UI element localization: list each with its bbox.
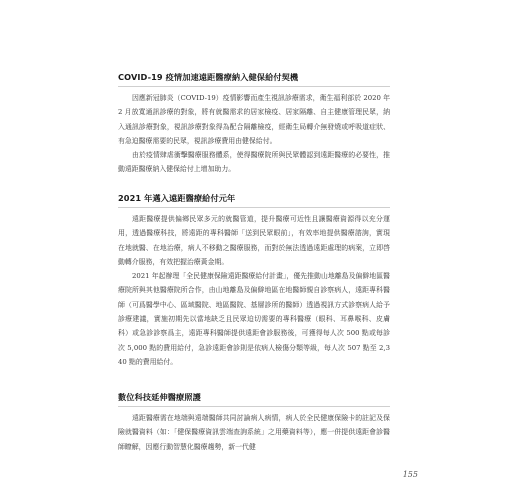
heading-divider [118,207,390,208]
section-covid-telehealth [118,72,390,177]
section-digital-care [118,392,390,454]
section-body [118,411,390,454]
section-telehealth-2021 [118,193,390,369]
heading-divider [118,86,390,87]
paragraph: 因應新冠肺炎（COVID-19）疫情影響而產生視訊診療需求，衛生福利部於 2020 年 2 月放寬通訊診療的對象，將有就醫需求的居家檢疫、居家隔離、自主健康管理民眾，納入通訊診療對象，視訊診療對象得為配合隔離檢疫，經衛生局轉介無發燒或呼吸道症狀、有急迫醫療需要的民眾，視訊診療費用由健保給付。 [118,94,390,145]
paragraph: 遠距醫療需在地端與遠端醫師共同討論病人病情，病人於全民健康保險卡的註記及保險就醫資料（如：「健保醫療資訊雲端查詢系統」之用藥資料等），應一併提供遠距會診醫師瞭解，因應行動智慧化醫療趨勢，新一代健 [118,414,390,451]
section-heading: 2021 年邁入遠距醫療給付元年 [118,193,236,203]
page-number: 155 [402,470,418,479]
section-heading: COVID-19 疫情加速遠距醫療納入健保給付契機 [118,72,299,82]
paragraph: 遠距醫療提供偏鄉民眾多元的就醫管道，提升醫療可近性且讓醫療資源得以充分運用，透過醫療科技，將遠距的專科醫師「送到民眾眼前」，有效率地提供醫療諮詢，實現在地就醫、在地治療，病人不移動之醫療服務，而對於無法透過遠距處理的病案，立即啓動轉介服務，有效把握治療黃金期。 [118,215,390,266]
section-body [118,91,390,177]
paragraph: 由於疫情肆虐衝擊醫療服務體系，使得醫療院所與民眾體認到遠距醫療的必要性，推動遠距醫療納入健保給付上增加助力。 [118,151,390,174]
paragraph: 2021 年起辦理「全民健康保險遠距醫療給付計畫」，優先推動山地離島及偏僻地區醫療院所與其他醫療院所合作，由山地離島及偏僻地區在地醫師親自診察病人，遠距專科醫師（可爲醫學中心、區域醫院、地區醫院、基層診所的醫師）透過視訊方式診察病人給予診療建議，實施初期先以當地缺乏且民眾迫切需要的專科醫療（眼科、耳鼻喉科、皮膚科）或急診診察爲主，遠距專科醫師提供遠距會診服務後，可獲得每人次 500 點或每診次 5,000 點的費用給付，急診遠距會診則是依病人檢傷分類等級，每人次 507 點至 2,340 點的費用給付。 [118,272,390,366]
section-heading: 數位科技延伸醫療照護 [118,392,201,402]
heading-divider [118,406,390,407]
section-body [118,212,390,369]
